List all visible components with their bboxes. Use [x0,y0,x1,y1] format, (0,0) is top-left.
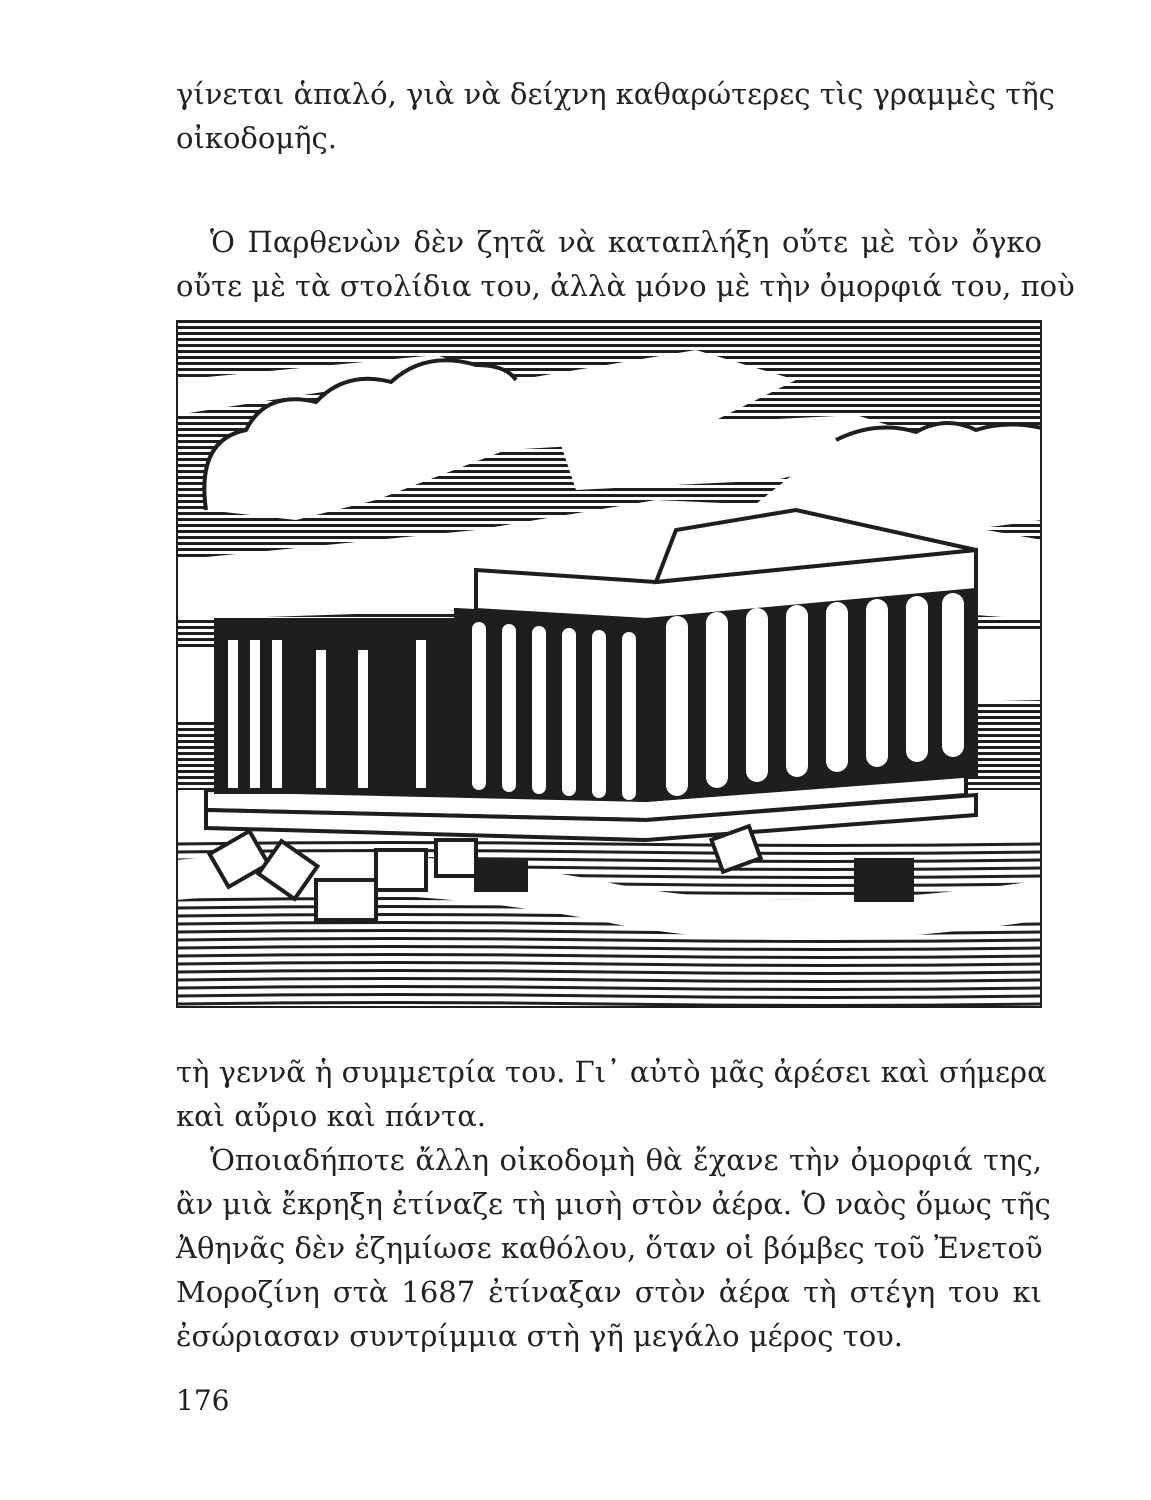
paragraph-explosion [176,1138,1051,1358]
text-line: Ὁποιαδήποτε ἄλλη οἰκοδομὴ θὰ ἔχανε τὴν ὀμορφιά της, [210,1143,1042,1177]
paragraph-parthenon-intro [176,220,1075,308]
text-line: ἐσώριασαν συντρίμμια στὴ γῆ μεγάλο μέρος του. [176,1319,904,1353]
text-line: γίνεται ἁπαλό, γιὰ νὰ δείχνη καθαρώτερες τὶς γραμμὲς τῆς [176,77,1055,111]
text-line: Μοροζίνη στὰ 1687 ἐτίναξαν στὸν ἀέρα τὴ στέγη του κι [176,1275,1042,1309]
text-line: Ἀθηνᾶς δὲν ἐζημίωσε καθόλου, ὅταν οἱ βόμβες τοῦ Ἐνετοῦ [176,1231,1043,1265]
parthenon-woodcut-svg [176,320,1042,1008]
text-line: ἂν μιὰ ἔκρηξη ἐτίναζε τὴ μισὴ στὸν ἀέρα. Ὁ ναὸς ὅμως τῆς [176,1187,1051,1221]
parthenon-illustration [176,320,1042,1008]
text-line: Ὁ Παρθενὼν δὲν ζητᾶ νὰ καταπλήξη οὔτε μὲ τὸν ὄγκο [210,225,1042,259]
text-line: οὔτε μὲ τὰ στολίδια του, ἀλλὰ μόνο μὲ τὴν ὀμορφιά του, ποὺ [176,269,1075,303]
page-number: 176 [176,1384,230,1417]
text-line: οἰκοδομῆς. [176,121,338,155]
paragraph-symmetry [176,1050,1047,1138]
text-line: τὴ γεννᾶ ἡ συμμετρία του. Γι᾽ αὐτὸ μᾶς ἀρέσει καὶ σήμερα [176,1055,1047,1089]
text-line: καὶ αὔριο καὶ πάντα. [176,1099,487,1133]
paragraph-continuation [176,72,1055,160]
